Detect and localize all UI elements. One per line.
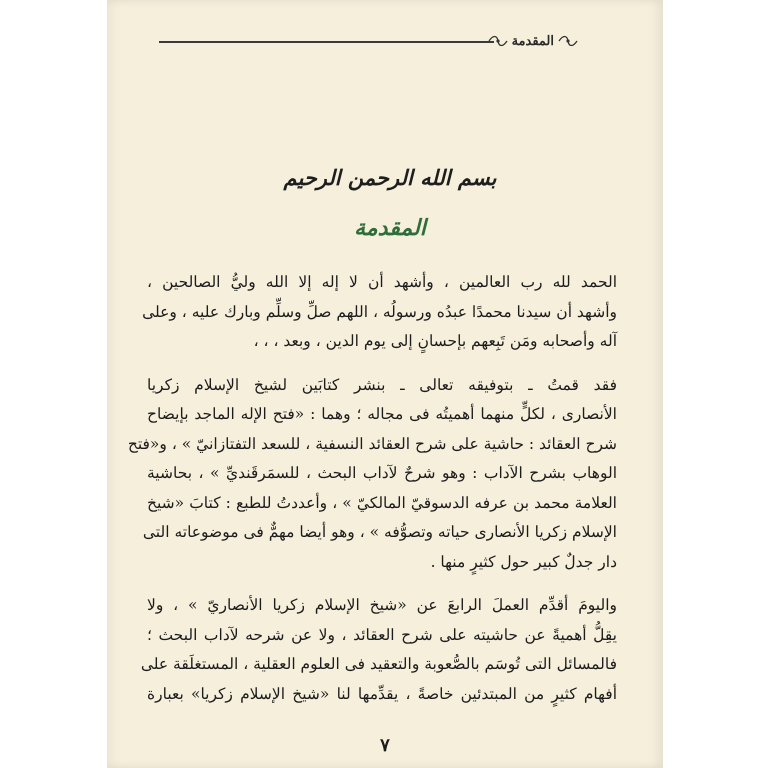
header-title: المقدمة (511, 33, 554, 49)
paragraph-1 (142, 268, 617, 357)
text-line: شرح العقائد : حاشية على شرح العقائد النسفية ، للسعد التفتازانيّ » ، و«فتح (127, 434, 617, 453)
header-rule (159, 41, 494, 43)
text-line: الوهاب بشرح الآداب : وهو شرحٌ لآداب البحث ، للسمَرقَنديِّ » ، بحاشية (147, 464, 617, 482)
paragraph-2 (127, 371, 617, 578)
text-line: أفهام كثيرٍ من المبتدئين خاصةً ، يقدِّمها لنا «شيخ الإسلام زكريا» بعبارة (147, 684, 617, 703)
header-ornament (487, 32, 579, 50)
ornament-right-icon (557, 34, 579, 48)
body-text (127, 268, 617, 709)
text-line: الإسلام زكريا الأنصارى حياته وتصوُّفه » ، وهو أيضا مهمٌّ فى موضوعاته التى (142, 523, 617, 541)
text-line: فقد قمتُ ـ بتوفيقه تعالى ـ بنشر كتابَين لشيخ الإسلام زكريا (147, 375, 617, 394)
text-line: فالمسائل التى تُوسَم بالصُّعوبة والتعقيد فى العلوم العقلية ، المستغلَقة على (140, 655, 617, 673)
book-page (107, 0, 663, 768)
ornament-left-icon (487, 34, 509, 48)
text-line: الأنصارى ، لكلٍّ منهما أهميتُه فى مجاله ؛ وهما : «فتح الإله الماجد بإيضاح (147, 405, 617, 423)
text-line: واليومَ أقدِّم العملَ الرابعَ عن «شيخ الإسلام زكريا الأنصاريّ » ، ولا (147, 596, 617, 614)
paragraph-3 (140, 591, 617, 709)
text-line: يقِلُّ أهميةً عن حاشيته على شرح العقائد ، ولا عن شرحه لآداب البحث ؛ (147, 625, 617, 644)
text-line: العلامة محمد بن عرفه الدسوقيّ المالكيّ » ، وأعددتُ للطبع : كتابَ «شيخ (147, 493, 617, 512)
text-line: وأشهد أن سيدنا محمدًا عبدُه ورسولُه ، اللهم صلِّ وسلِّم وبارك عليه ، وعلى (142, 302, 617, 321)
bismillah-calligraphy: بسم الله الرحمن الرحيم (283, 165, 497, 190)
text-line: الحمد لله رب العالمين ، وأشهد أن لا إله إلا الله وليُّ الصالحين ، (147, 273, 617, 291)
page-number: ٧ (380, 735, 390, 756)
section-title: المقدمة (354, 215, 426, 241)
text-line: دار جدلٌ كبير حول كثيرٍ منها . (430, 552, 617, 571)
text-line: آله وأصحابه ومَن تَبِعهم بإحسانٍ إلى يوم الدين ، وبعد ، ، ، (253, 332, 617, 350)
running-header (159, 30, 579, 48)
